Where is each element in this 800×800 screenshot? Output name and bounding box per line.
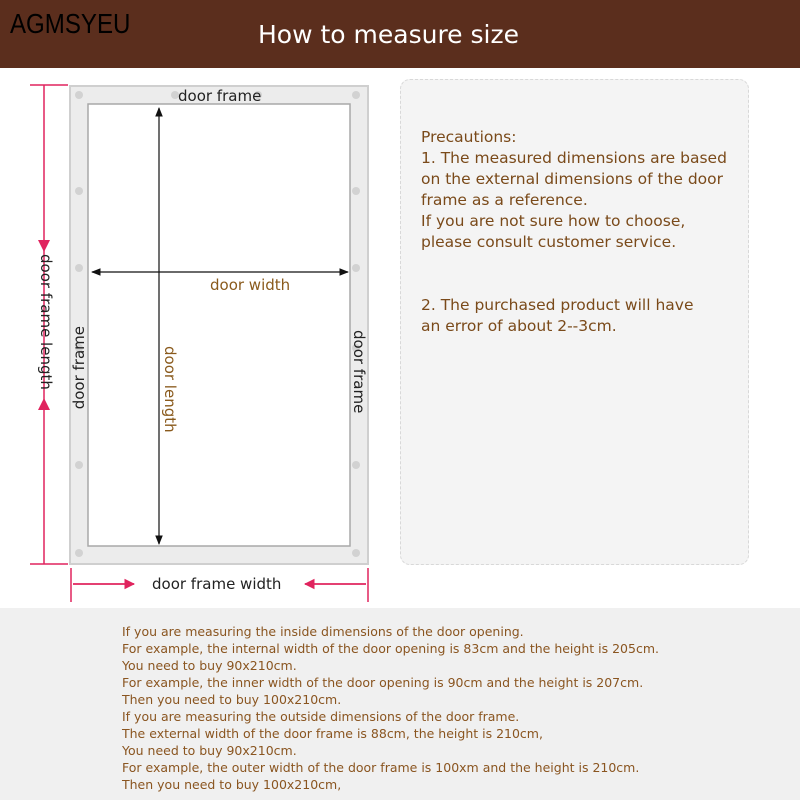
frame-length-arrow-down [38, 240, 50, 252]
precaution-line: 2. The purchased product will have [421, 296, 694, 314]
door-width-label: door width [210, 276, 291, 294]
precaution-line: If you are not sure how to choose, [421, 212, 686, 230]
door-opening [88, 104, 350, 546]
precautions-heading: Precautions: [421, 128, 517, 146]
example-line: If you are measuring the outside dimensions of the door frame. [122, 709, 520, 724]
precaution-line: 1. The measured dimensions are based [421, 149, 727, 167]
header-banner [0, 0, 800, 68]
example-line: For example, the outer width of the door frame is 100xm and the height is 210cm. [122, 760, 640, 775]
example-line: Then you need to buy 100x210cm. [122, 692, 342, 707]
examples-text [122, 623, 659, 793]
precaution-line: an error of about 2--3cm. [421, 317, 617, 335]
precaution-line: frame as a reference. [421, 191, 588, 209]
example-line: Then you need to buy 100x210cm, [122, 777, 342, 792]
spacer [421, 253, 741, 295]
example-line: You need to buy 90x210cm. [122, 658, 297, 673]
example-line: For example, the internal width of the door opening is 83cm and the height is 205cm. [122, 641, 659, 656]
frame-length-arrow-up [38, 398, 50, 410]
precaution-line: please consult customer service. [421, 233, 677, 251]
brand-logo-text: AGMSYEU [10, 8, 131, 39]
page-title: How to measure size [258, 20, 519, 49]
example-line: The external width of the door frame is 88cm, the height is 210cm, [122, 726, 543, 741]
frame-length-label: door frame length [37, 254, 55, 390]
example-line: If you are measuring the inside dimensions of the door opening. [122, 624, 524, 639]
door-length-label: door length [161, 346, 179, 433]
example-line: You need to buy 90x210cm. [122, 743, 297, 758]
frame-width-label: door frame width [152, 575, 282, 593]
left-frame-label: door frame [70, 326, 88, 410]
precautions-text [421, 127, 741, 337]
door-diagram-graphic [0, 68, 400, 608]
precaution-line: on the external dimensions of the door [421, 170, 724, 188]
example-line: For example, the inner width of the door opening is 90cm and the height is 207cm. [122, 675, 644, 690]
right-frame-label: door frame [350, 330, 368, 414]
top-frame-label: door frame [178, 87, 262, 105]
